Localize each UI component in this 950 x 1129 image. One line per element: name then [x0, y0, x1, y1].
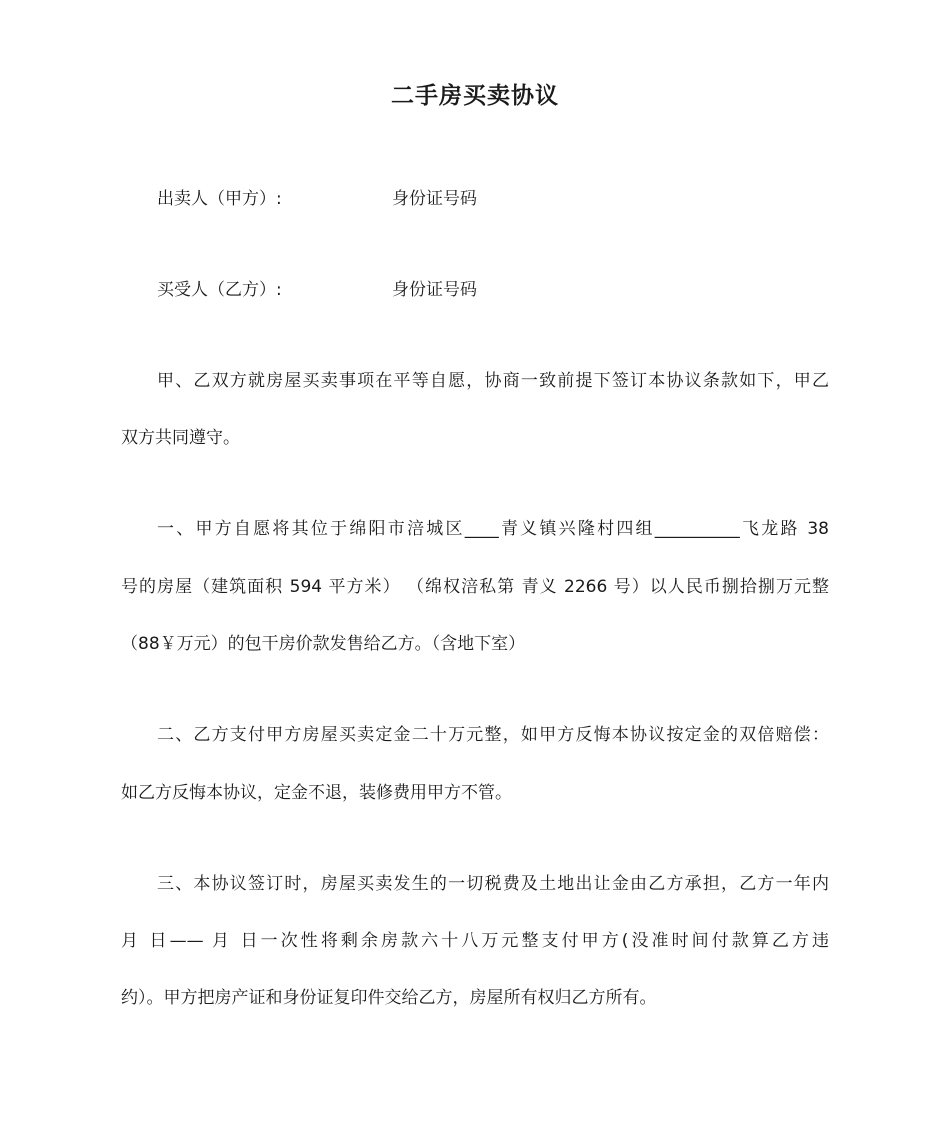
seller-label: 出卖人（甲方）: — [157, 189, 282, 209]
seller-id-label: 身份证号码 — [392, 189, 477, 209]
document-title: 二手房买卖协议 — [391, 83, 559, 109]
clause-3-line: 月 日—— 月 日一次性将剩余房款六十八万元整支付甲方(没准时间付款算乙方违 — [121, 931, 829, 951]
clause-1-line: （88￥万元）的包干房价款发售给乙方。（含地下室） — [121, 634, 526, 654]
buyer-line — [157, 278, 477, 302]
clause-3-line: 三、本协议签订时，房屋买卖发生的一切税费及土地出让金由乙方承担，乙方一年内 — [157, 874, 829, 894]
intro-line: 双方共同遵守。 — [121, 428, 240, 448]
clause-2-line: 二、乙方支付甲方房屋买卖定金二十万元整，如甲方反悔本协议按定金的双倍赔偿： — [157, 725, 829, 745]
buyer-label: 买受人（乙方）: — [157, 280, 282, 300]
buyer-id-label: 身份证号码 — [392, 280, 477, 300]
seller-line — [157, 187, 477, 211]
clause-2-line: 如乙方反悔本协议，定金不退，装修费用甲方不管。 — [121, 783, 512, 803]
clause-3-line: 约）。甲方把房产证和身份证复印件交给乙方，房屋所有权归乙方所有。 — [121, 988, 657, 1008]
clause-1-line: 一、甲方自愿将其位于绵阳市涪城区____青义镇兴隆村四组__________飞龙路 38 — [157, 519, 829, 539]
intro-line: 甲、乙双方就房屋买卖事项在平等自愿，协商一致前提下签订本协议条款如下，甲乙 — [157, 371, 829, 391]
clause-1-line: 号的房屋（建筑面积 594 平方米） （绵权涪私第 青义 2266 号）以人民币捌拾捌万元整 — [121, 577, 829, 597]
